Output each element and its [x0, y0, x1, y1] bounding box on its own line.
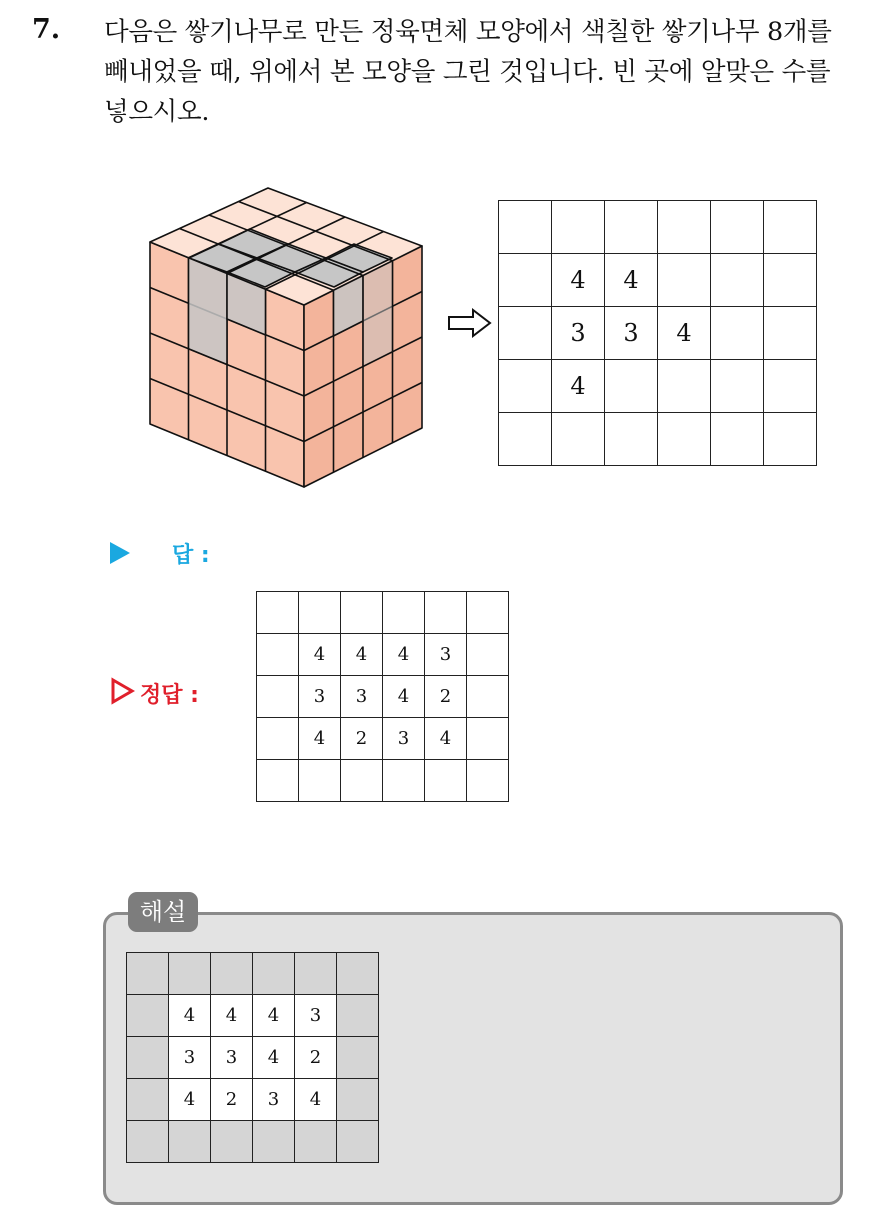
- grid-cell: [127, 1079, 169, 1121]
- grid-cell: [552, 413, 605, 466]
- grid-cell: [295, 953, 337, 995]
- grid-row: [127, 953, 379, 995]
- question-text: [104, 12, 874, 132]
- right-arrow-icon: [447, 308, 493, 338]
- correct-answer-label: 정답 :: [140, 683, 199, 708]
- grid-cell: [341, 592, 383, 634]
- grid-cell: 4: [211, 995, 253, 1037]
- grid-row: [257, 718, 509, 760]
- grid-cell: [711, 307, 764, 360]
- grid-cell: [337, 953, 379, 995]
- grid-cell: [299, 760, 341, 802]
- grid-cell: [425, 760, 467, 802]
- grid-cell: 4: [299, 718, 341, 760]
- answer-row: [110, 538, 210, 568]
- grid-cell: [658, 201, 711, 254]
- grid-row: [257, 634, 509, 676]
- grid-row: [127, 1121, 379, 1163]
- grid-cell: [605, 360, 658, 413]
- grid-cell: [711, 254, 764, 307]
- grid-cell: 4: [552, 254, 605, 307]
- grid-cell: [764, 254, 817, 307]
- grid-row: [127, 1079, 379, 1121]
- grid-cell: 4: [299, 634, 341, 676]
- grid-cell: [253, 953, 295, 995]
- grid-cell: [658, 254, 711, 307]
- question-number: 7.: [32, 14, 61, 45]
- grid-cell: [467, 760, 509, 802]
- grid-row: [127, 1037, 379, 1079]
- grid-cell: [467, 676, 509, 718]
- grid-row: [127, 995, 379, 1037]
- grid-cell: [257, 676, 299, 718]
- grid-cell: [711, 201, 764, 254]
- question-line: 넣으시오.: [104, 97, 210, 127]
- grid-cell: 3: [341, 676, 383, 718]
- grid-cell: [299, 592, 341, 634]
- blue-triangle-icon: [110, 542, 130, 564]
- grid-cell: [337, 1079, 379, 1121]
- grid-row: [499, 307, 817, 360]
- grid-cell: 3: [383, 718, 425, 760]
- grid-cell: 4: [341, 634, 383, 676]
- grid-cell: 4: [605, 254, 658, 307]
- grid-cell: [658, 360, 711, 413]
- grid-cell: 2: [211, 1079, 253, 1121]
- cube-figure: [144, 186, 434, 491]
- question-line: 다음은 쌓기나무로 만든 정육면체 모양에서 색칠한 쌓기나무 8개를: [104, 17, 832, 47]
- grid-cell: 4: [552, 360, 605, 413]
- grid-cell: [764, 307, 817, 360]
- grid-cell: [467, 592, 509, 634]
- question-line: 빼내었을 때, 위에서 본 모양을 그린 것입니다. 빈 곳에 알맞은 수를: [104, 57, 831, 87]
- grid-cell: [127, 1037, 169, 1079]
- grid-cell: 2: [341, 718, 383, 760]
- grid-cell: [253, 1121, 295, 1163]
- grid-cell: 4: [169, 995, 211, 1037]
- answer-label: 답 :: [172, 543, 210, 568]
- grid-cell: [257, 718, 299, 760]
- grid-cell: 3: [253, 1079, 295, 1121]
- grid-cell: [499, 254, 552, 307]
- grid-cell: [257, 592, 299, 634]
- grid-cell: [169, 953, 211, 995]
- grid-cell: 3: [552, 307, 605, 360]
- grid-cell: [383, 592, 425, 634]
- grid-cell: 4: [253, 1037, 295, 1079]
- explanation-grid: [126, 952, 379, 1163]
- grid-cell: [711, 413, 764, 466]
- grid-cell: 4: [383, 634, 425, 676]
- grid-cell: 3: [295, 995, 337, 1037]
- grid-cell: 3: [425, 634, 467, 676]
- grid-cell: [257, 760, 299, 802]
- grid-cell: [211, 1121, 253, 1163]
- grid-row: [499, 201, 817, 254]
- grid-cell: 3: [169, 1037, 211, 1079]
- grid-cell: 3: [605, 307, 658, 360]
- grid-cell: [764, 360, 817, 413]
- grid-cell: [337, 1121, 379, 1163]
- grid-cell: [764, 201, 817, 254]
- grid-cell: [341, 760, 383, 802]
- grid-cell: 4: [658, 307, 711, 360]
- grid-cell: [169, 1121, 211, 1163]
- grid-cell: 2: [295, 1037, 337, 1079]
- grid-row: [257, 592, 509, 634]
- grid-cell: [425, 592, 467, 634]
- grid-cell: 3: [299, 676, 341, 718]
- grid-cell: [337, 995, 379, 1037]
- grid-row: [499, 360, 817, 413]
- grid-cell: [127, 953, 169, 995]
- grid-row: [499, 413, 817, 466]
- grid-row: [499, 254, 817, 307]
- grid-cell: [658, 413, 711, 466]
- grid-cell: [764, 413, 817, 466]
- grid-cell: [211, 953, 253, 995]
- grid-row: [257, 760, 509, 802]
- grid-cell: [295, 1121, 337, 1163]
- grid-cell: [257, 634, 299, 676]
- grid-cell: [711, 360, 764, 413]
- grid-cell: [605, 201, 658, 254]
- grid-cell: [127, 1121, 169, 1163]
- top-view-grid: [498, 200, 817, 466]
- grid-cell: [337, 1037, 379, 1079]
- grid-cell: [383, 760, 425, 802]
- grid-cell: [552, 201, 605, 254]
- grid-cell: [499, 307, 552, 360]
- grid-cell: [467, 634, 509, 676]
- grid-cell: 4: [253, 995, 295, 1037]
- grid-cell: 4: [383, 676, 425, 718]
- grid-cell: [499, 201, 552, 254]
- correct-answer-grid: [256, 591, 509, 802]
- grid-row: [257, 676, 509, 718]
- grid-cell: 4: [295, 1079, 337, 1121]
- grid-cell: 3: [211, 1037, 253, 1079]
- grid-cell: [499, 413, 552, 466]
- grid-cell: [127, 995, 169, 1037]
- grid-cell: [605, 413, 658, 466]
- grid-cell: 4: [169, 1079, 211, 1121]
- grid-cell: 4: [425, 718, 467, 760]
- red-triangle-outline-icon: [110, 677, 136, 705]
- grid-cell: [499, 360, 552, 413]
- grid-cell: 2: [425, 676, 467, 718]
- grid-cell: [467, 718, 509, 760]
- explanation-tab: 해설: [128, 892, 198, 932]
